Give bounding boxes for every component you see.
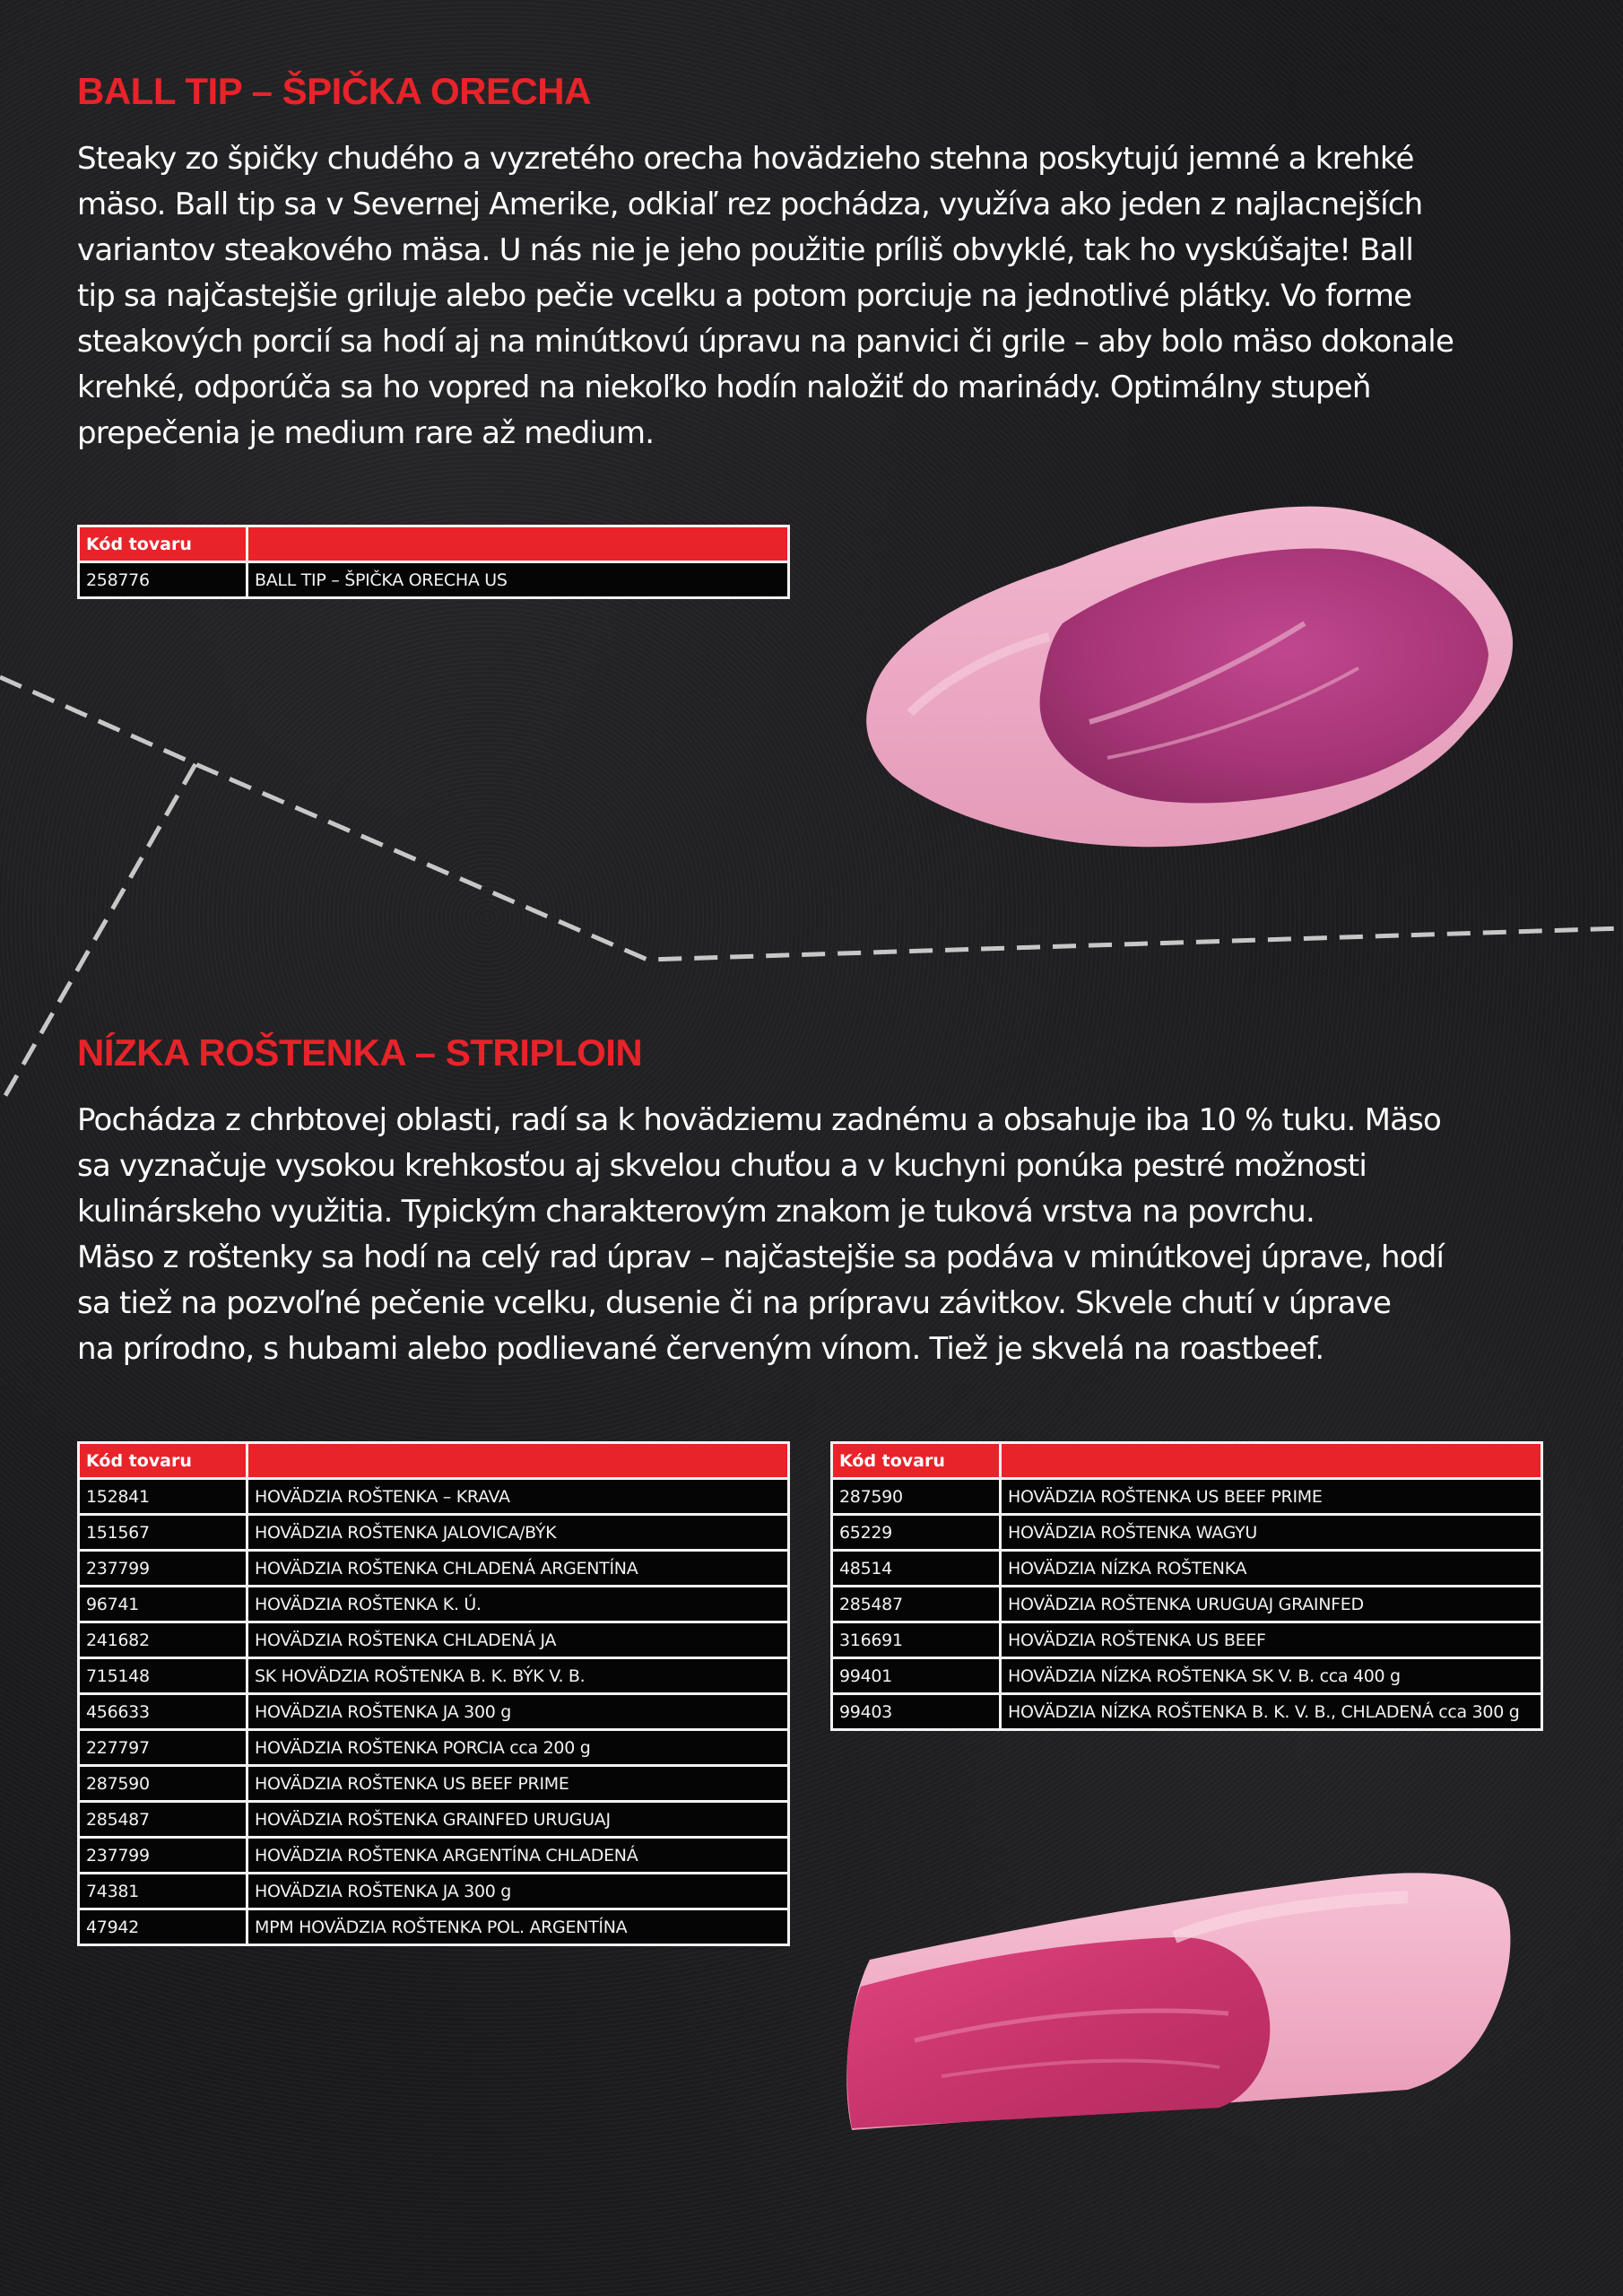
product-code: 227797 [79, 1730, 247, 1766]
table-row [79, 1515, 789, 1551]
product-name: HOVÄDZIA ROŠTENKA CHLADENÁ ARGENTÍNA [247, 1551, 789, 1587]
product-code: 456633 [79, 1694, 247, 1730]
product-name: HOVÄDZIA NÍZKA ROŠTENKA B. K. V. B., CHLADENÁ cca 300 g [1001, 1694, 1542, 1730]
product-table-striploin-2 [830, 1441, 1543, 1731]
section-title-striploin: NÍZKA ROŠTENKA – STRIPLOIN [77, 1031, 643, 1074]
table-row [832, 1479, 1542, 1515]
product-code: 258776 [79, 562, 247, 598]
product-name: HOVÄDZIA ROŠTENKA US BEEF PRIME [247, 1766, 789, 1802]
product-code: 47942 [79, 1909, 247, 1945]
table-header-row [79, 526, 789, 562]
product-name: HOVÄDZIA ROŠTENKA JALOVICA/BÝK [247, 1515, 789, 1551]
product-code: 99401 [832, 1658, 1001, 1694]
product-name: HOVÄDZIA ROŠTENKA ARGENTÍNA CHLADENÁ [247, 1838, 789, 1874]
header-product-code: Kód tovaru [79, 1443, 247, 1479]
product-code: 152841 [79, 1479, 247, 1515]
product-name: HOVÄDZIA ROŠTENKA WAGYU [1001, 1515, 1542, 1551]
header-product-name [247, 1443, 789, 1479]
header-product-code: Kód tovaru [79, 526, 247, 562]
table-row [832, 1587, 1542, 1622]
product-name: HOVÄDZIA ROŠTENKA JA 300 g [247, 1874, 789, 1909]
product-code: 715148 [79, 1658, 247, 1694]
table-header-row [832, 1443, 1542, 1479]
header-product-code: Kód tovaru [832, 1443, 1001, 1479]
table-row [832, 1515, 1542, 1551]
product-code: 237799 [79, 1551, 247, 1587]
product-code: 74381 [79, 1874, 247, 1909]
table-row [79, 1838, 789, 1874]
product-code: 48514 [832, 1551, 1001, 1587]
table-row [79, 562, 789, 598]
table-row [79, 1909, 789, 1945]
section-title-ball-tip: BALL TIP – ŠPIČKA ORECHA [77, 70, 591, 112]
product-code: 237799 [79, 1838, 247, 1874]
product-code: 241682 [79, 1622, 247, 1658]
table-row [79, 1766, 789, 1802]
table-row [79, 1694, 789, 1730]
striploin-meat-photo [834, 1861, 1533, 2130]
product-name: HOVÄDZIA ROŠTENKA US BEEF PRIME [1001, 1479, 1542, 1515]
product-name: SK HOVÄDZIA ROŠTENKA B. K. BÝK V. B. [247, 1658, 789, 1694]
table-row [832, 1622, 1542, 1658]
header-product-name [1001, 1443, 1542, 1479]
table-row [79, 1802, 789, 1838]
product-name: HOVÄDZIA ROŠTENKA JA 300 g [247, 1694, 789, 1730]
ball-tip-meat-photo [856, 489, 1529, 865]
table-row [79, 1479, 789, 1515]
product-code: 285487 [79, 1802, 247, 1838]
table-row [79, 1622, 789, 1658]
table-row [832, 1658, 1542, 1694]
product-table-striploin-1 [77, 1441, 790, 1946]
product-name: HOVÄDZIA ROŠTENKA GRAINFED URUGUAJ [247, 1802, 789, 1838]
product-code: 151567 [79, 1515, 247, 1551]
product-name: HOVÄDZIA ROŠTENKA K. Ú. [247, 1587, 789, 1622]
table-row [79, 1658, 789, 1694]
product-name: HOVÄDZIA NÍZKA ROŠTENKA SK V. B. cca 400 g [1001, 1658, 1542, 1694]
product-name: HOVÄDZIA NÍZKA ROŠTENKA [1001, 1551, 1542, 1587]
product-name: HOVÄDZIA ROŠTENKA PORCIA cca 200 g [247, 1730, 789, 1766]
product-name: HOVÄDZIA ROŠTENKA US BEEF [1001, 1622, 1542, 1658]
section-description-ball-tip: Steaky zo špičky chudého a vyzretého orecha hovädzieho stehna poskytujú jemné a krehké mäso. Ball tip sa v Severnej Amerike, odkiaľ rez pochádza, využíva ako jeden z najlacnejších variantov steakového mäsa. U nás nie je jeho použitie príliš obvyklé, tak ho vyskúšajte! Ball tip sa najčastejšie griluje alebo pečie vcelku a potom porciuje na jednotlivé plátky. Vo forme steakových porcií sa hodí aj na minútkovú úpravu na panvici či grile – aby bolo mäso dokonale krehké, odporúča sa ho vopred na niekoľko hodín naložiť do marinády. Optimálny stupeň prepečenia je medium rare až medium. [77, 141, 1454, 451]
product-name: MPM HOVÄDZIA ROŠTENKA POL. ARGENTÍNA [247, 1909, 789, 1945]
product-code: 96741 [79, 1587, 247, 1622]
header-product-name [247, 526, 789, 562]
product-code: 285487 [832, 1587, 1001, 1622]
product-name: HOVÄDZIA ROŠTENKA – KRAVA [247, 1479, 789, 1515]
table-row [79, 1587, 789, 1622]
product-code: 287590 [832, 1479, 1001, 1515]
product-code: 287590 [79, 1766, 247, 1802]
table-row [79, 1874, 789, 1909]
product-name: HOVÄDZIA ROŠTENKA CHLADENÁ JA [247, 1622, 789, 1658]
product-code: 316691 [832, 1622, 1001, 1658]
table-header-row [79, 1443, 789, 1479]
table-row [79, 1730, 789, 1766]
table-row [832, 1551, 1542, 1587]
product-code: 65229 [832, 1515, 1001, 1551]
product-name: HOVÄDZIA ROŠTENKA URUGUAJ GRAINFED [1001, 1587, 1542, 1622]
product-table-ball-tip [77, 525, 790, 599]
table-row [79, 1551, 789, 1587]
section-description-striploin: Pochádza z chrbtovej oblasti, radí sa k hovädziemu zadnému a obsahuje iba 10 % tuku. Mäso sa vyznačuje vysokou krehkosťou aj skvelou chuťou a v kuchyni ponúka pestré možnosti kulinárskeho využitia. Typickým charakterovým znakom je tuková vrstva na povrchu. Mäso z roštenky sa hodí na celý rad úprav – najčastejšie sa podáva v minútkovej úprave, hodí sa tiež na pozvoľné pečenie vcelku, dusenie či na prípravu závitkov. Skvele chutí v úprave na prírodno, s hubami alebo podlievané červeným vínom. Tiež je skvelá na roastbeef. [77, 1102, 1445, 1367]
product-code: 99403 [832, 1694, 1001, 1730]
table-row [832, 1694, 1542, 1730]
product-name: BALL TIP – ŠPIČKA ORECHA US [247, 562, 789, 598]
